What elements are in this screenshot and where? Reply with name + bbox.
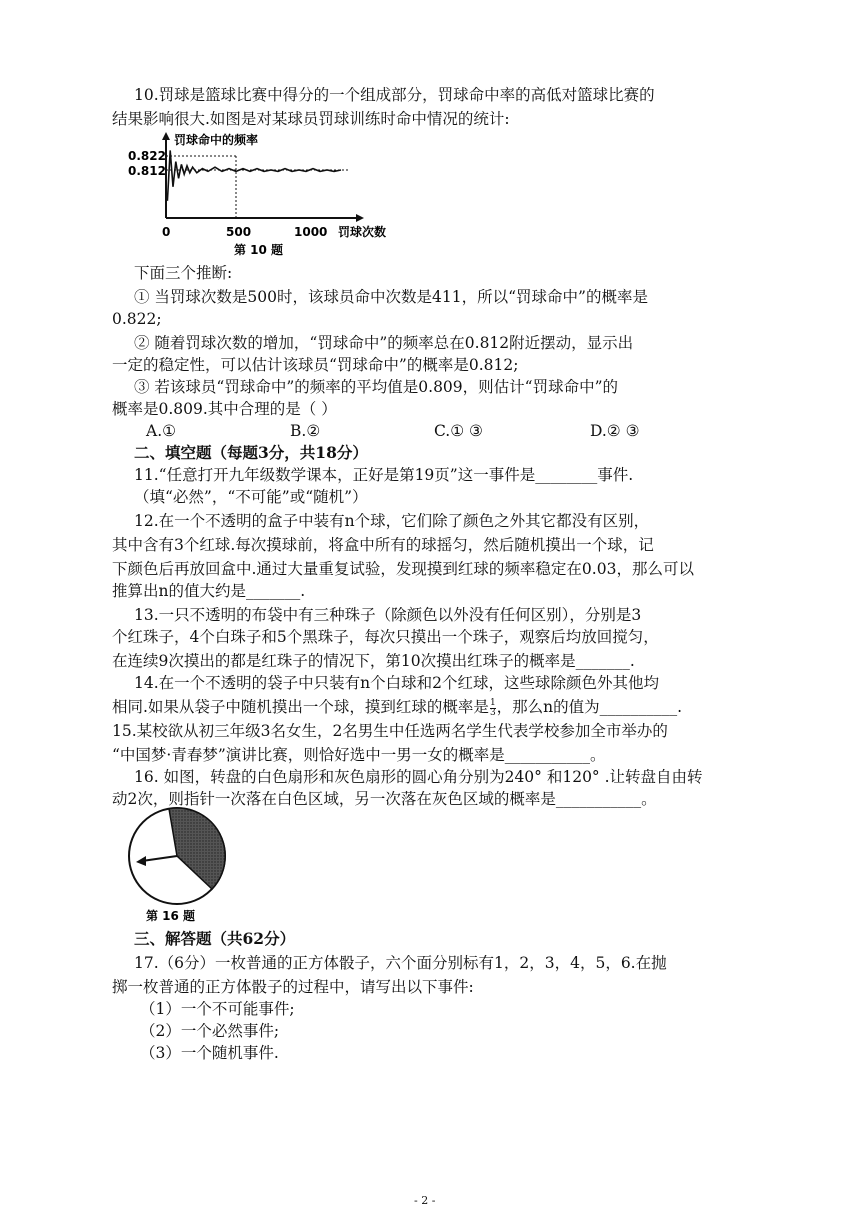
- section2-heading: 二、填空题（每题3分，共18分）: [134, 443, 368, 462]
- y-tick-0822: 0.822: [128, 149, 166, 163]
- q16-spinner-figure: [124, 804, 234, 926]
- q16-line2: 动2次，则指针一次落在白色区域，另一次落在灰色区域的概率是___________。: [112, 790, 657, 808]
- q11-line1: 11.“任意打开九年级数学课本，正好是第19页”这一事件是________事件.: [134, 466, 634, 484]
- q14-line1: 14.在一个不透明的袋子中只装有n个白球和2个红球，这些球除颜色外其他均: [134, 674, 659, 692]
- q10-s1b: 0.822;: [112, 310, 162, 328]
- chart-caption: 第 10 题: [234, 243, 284, 257]
- x-tick-0: 0: [162, 225, 171, 239]
- section3-heading: 三、解答题（共62分）: [134, 929, 296, 948]
- q12-line2: 其中含有3个红球.每次摸球前，将盒中所有的球摇匀，然后随机摸出一个球，记: [112, 536, 654, 554]
- q17-line1: 17.（6分）一枚普通的正方体骰子，六个面分别标有1，2，3，4，5，6.在抛: [134, 954, 667, 972]
- q16-line1: 16. 如图，转盘的白色扇形和灰色扇形的圆心角分别为240° 和120° .让转盘自由转: [134, 768, 703, 786]
- q10-option-b: B.②: [290, 422, 321, 440]
- q17-item3: （3）一个随机事件.: [140, 1044, 279, 1062]
- q17-item1: （1）一个不可能事件;: [140, 1000, 295, 1018]
- q12-line3: 下颜色后再放回盒中.通过大量重复试验，发现摸到红球的频率稳定在0.03，那么可以: [112, 560, 694, 578]
- q14-line2-text-b: ，那么n的值为__________.: [496, 698, 683, 716]
- q17-item2: （2）一个必然事件;: [140, 1022, 280, 1040]
- q14-fraction: [490, 699, 496, 718]
- q13-line3: 在连续9次摸出的都是红珠子的情况下，第10次摸出红珠子的概率是_______.: [112, 652, 635, 670]
- page-number: - 2 -: [414, 1194, 436, 1207]
- q10-line1: 10.罚球是篮球比赛中得分的一个组成部分，罚球命中率的高低对篮球比赛的: [134, 86, 655, 104]
- q10-chart: [124, 130, 414, 260]
- q14-line2-text-a: 相同.如果从袋子中随机摸出一个球，摸到红球的概率是: [112, 698, 489, 716]
- q14-line2: [112, 696, 682, 718]
- q10-s2a: ② 随着罚球次数的增加，“罚球命中”的频率总在0.812附近摆动，显示出: [134, 334, 634, 352]
- q12-line1: 12.在一个不透明的盒子中装有n个球，它们除了颜色之外其它都没有区别，: [134, 512, 650, 530]
- fraction-denominator: 3: [489, 707, 496, 718]
- q10-s1a: ① 当罚球次数是500时，该球员命中次数是411，所以“罚球命中”的概率是: [134, 288, 648, 306]
- q11-line2: （填“必然”，“不可能”或“随机”）: [134, 488, 368, 506]
- fraction-numerator: 1: [489, 697, 496, 708]
- q16-caption: 第 16 题: [146, 909, 196, 923]
- x-axis-arrow: [356, 214, 364, 222]
- q10-option-a: A.①: [146, 422, 177, 440]
- y-axis-arrow: [162, 132, 170, 140]
- x-axis-label: 罚球次数: [338, 225, 387, 239]
- q13-line2: 个红珠子，4个白珠子和5个黑珠子，每次只摸出一个珠子，观察后均放回搅匀，: [112, 628, 659, 646]
- q17-line2: 掷一枚普通的正方体骰子的过程中，请写出以下事件:: [112, 978, 474, 996]
- chart-title: 罚球命中的频率: [174, 133, 259, 147]
- q15-line1: 15.某校欲从初三年级3名女生，2名男生中任选两名学生代表学校参加全市举办的: [112, 722, 668, 740]
- q15-line2: “中国梦·青春梦”演讲比赛，则恰好选中一男一女的概率是___________。: [112, 746, 606, 764]
- q10-s3b: 概率是0.809.其中合理的是（ ）: [112, 400, 337, 418]
- y-tick-0812: 0.812: [128, 164, 166, 178]
- q10-s2b: 一定的稳定性，可以估计该球员“罚球命中”的概率是0.812;: [112, 356, 519, 374]
- x-tick-1000: 1000: [294, 225, 328, 239]
- q10-intro: 下面三个推断:: [134, 264, 233, 282]
- q10-option-c: C.① ③: [434, 422, 483, 440]
- x-tick-500: 500: [226, 225, 252, 239]
- q10-line2: 结果影响很大.如图是对某球员罚球训练时命中情况的统计:: [112, 110, 510, 128]
- series-line: [167, 150, 341, 200]
- q10-s3a: ③ 若该球员“罚球命中”的频率的平均值是0.809，则估计“罚球命中”的: [134, 378, 618, 396]
- q10-option-d: D.② ③: [590, 422, 640, 440]
- q12-line4: 推算出n的值大约是_______.: [112, 582, 306, 600]
- q13-line1: 13.一只不透明的布袋中有三种珠子（除颜色以外没有任何区别），分别是3: [134, 606, 642, 624]
